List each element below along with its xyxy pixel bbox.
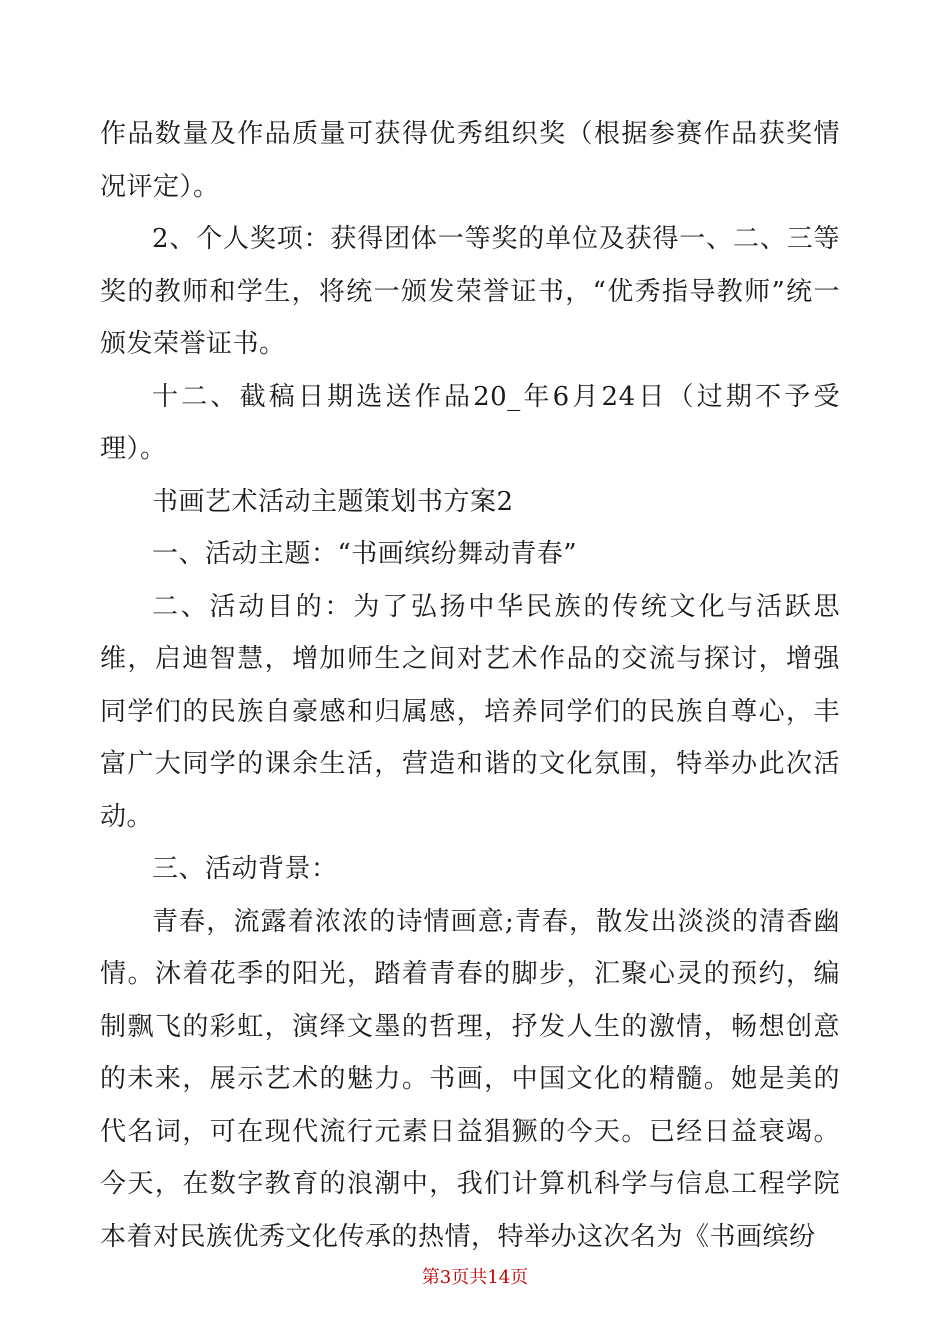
page-number-footer: 第3页共14页: [421, 1267, 529, 1288]
section-title-plan-2: 书画艺术活动主题策划书方案2: [152, 486, 514, 517]
paragraph-activity-purpose: 二、活动目的：为了弘扬中华民族的传统文化与活跃思维，启迪智慧，增加师生之间对艺术作品的交流与探讨，增强同学们的民族自豪感和归属感，培养同学们的民族自尊心，丰富广大同学的课余生活，营造和谐的文化氛围，特举办此次活动。: [100, 591, 840, 832]
paragraph-activity-theme: 一、活动主题：“书画缤纷舞动青春”: [152, 539, 578, 569]
paragraph-award-organization: 作品数量及作品质量可获得优秀组织奖（根据参赛作品获奖情况评定）。: [100, 119, 840, 202]
paragraph-activity-background-heading: 三、活动背景：: [152, 854, 338, 884]
paragraph-activity-background: 青春，流露着浓浓的诗情画意;青春，散发出淡淡的清香幽情。沐着花季的阳光，踏着青春的脚步，汇聚心灵的预约，编制飘飞的彩虹，演绎文墨的哲理，抒发人生的激情，畅想创意的未来，展示艺术的魅力。书画，中国文化的精髓。她是美的代名词，可在现代流行元素日益猖獗的今天。已经日益衰竭。今天，在数字教育的浪潮中，我们计算机科学与信息工程学院本着对民族优秀文化传承的热情，特举办这次名为《书画缤纷: [100, 906, 840, 1252]
paragraph-individual-awards: 2、个人奖项：获得团体一等奖的单位及获得一、二、三等奖的教师和学生，将统一颁发荣誉证书，“优秀指导教师”统一颁发荣誉证书。: [100, 224, 840, 359]
paragraph-deadline: 十二、截稿日期选送作品20_年6月24日（过期不予受理）。: [100, 381, 840, 464]
document-body: [100, 108, 840, 1263]
